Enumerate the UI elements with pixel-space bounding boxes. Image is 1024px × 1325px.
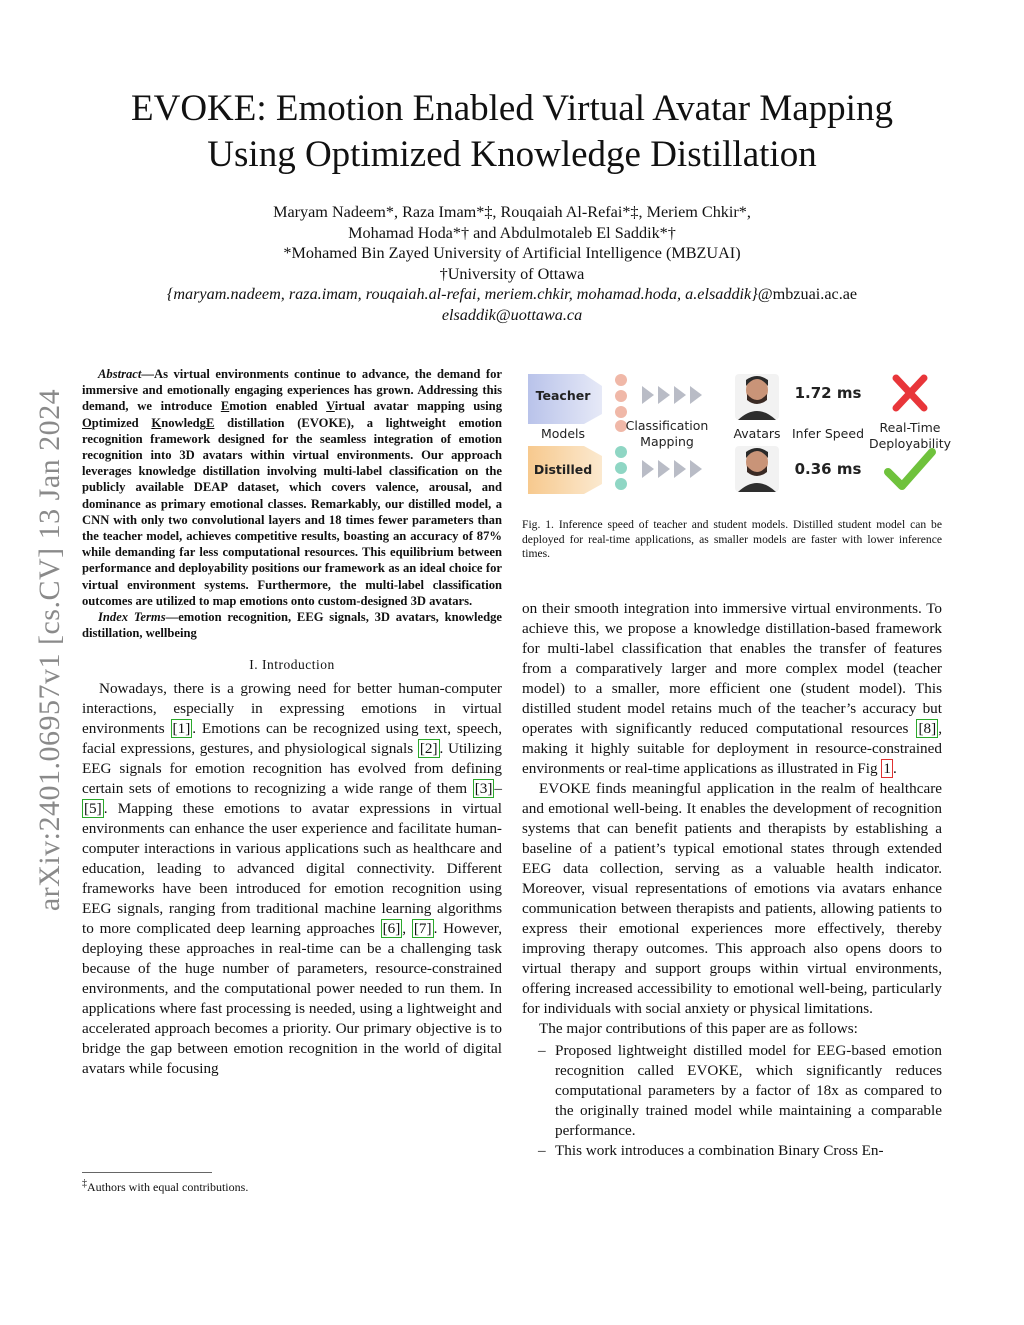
introduction-text: Nowadays, there is a growing need for better human-computer interactions, especially in expressing emotions in virtual environments [1] . Emotions can be recognized using text, speech, facial expressions, gestures, and physiological signals [2] . Utilizing EEG signals for emotion recognition has evolved from defining certain sets of emotions to recognizing a wide range of them [3] –[5] . Mapping these emotions to avatar expressions in virtual environments can enhance the user experience and facilitate human-computer interactions in various applications such as healthcare and education, leading to advanced digital connectivity. Different frameworks have been introduced for emotion recognition using EEG signals, ranging from traditional machine learning algorithms to more complicated deep learning approaches [6] , [7] . However, deploying these approaches in real-time can be a challenging task because of the huge number of parameters, resource-constrained environments, and the computational power needed to run them. In applications where fast processing is needed, using a lightweight and accelerated approach becomes a priority. Our primary objective is to bridge the gap between emotion recognition in the world of digital avatars while focusing [82, 680, 502, 1078]
fig-label-infer-speed: Infer Speed [792, 426, 864, 441]
left-column [82, 366, 502, 1079]
fig-label-avatars: Avatars [733, 426, 781, 441]
abstract-label: Abstract [98, 367, 142, 381]
arrow-icons-bottom [642, 460, 702, 478]
figure-1 [522, 366, 952, 506]
fig-label-teacher: Teacher [535, 388, 591, 403]
avatar-icon-bottom [735, 446, 779, 492]
list-item: – Proposed lightweight distilled model for EEG-based emotion recognition called EVOKE, which significantly reduces computational parameters by a factor of 18x as compared to the originally trained model while maintaining a comparable performance. [522, 1041, 942, 1141]
arrow-icons-top [642, 386, 702, 404]
right-column [522, 599, 942, 1161]
fig-label-deployability: Deployability [868, 436, 952, 451]
title-line-1: EVOKE: Emotion Enabled Virtual Avatar Mapping [131, 88, 893, 129]
contribution-list [522, 1041, 942, 1161]
list-item: – This work introduces a combination Binary Cross En- [522, 1141, 942, 1161]
paragraph: The major contributions of this paper are as follows: [539, 1020, 858, 1037]
fig-label-distilled: Distilled [533, 462, 593, 477]
citation-link[interactable]: [5] [84, 800, 102, 818]
citation-link[interactable]: [6] [382, 920, 401, 938]
citation-link[interactable]: [2] [419, 740, 438, 758]
title-line-2: Using Optimized Knowledge Distillation [207, 134, 817, 175]
avatar-icon-top [735, 374, 779, 420]
fig-teacher-time: 1.72 ms [794, 384, 862, 402]
index-terms: Index Terms—emotion recognition, EEG signals, 3D avatars, knowledge distillation, wellbeing [82, 610, 502, 641]
author-block [120, 202, 904, 325]
abstract: Abstract—As virtual environments continue to advance, the demand for immersive and emotionally engaging experiences has grown. Addressing this demand, we introduce Emotion enabled Virtual avatar mapping using Optimized KnowledgE distillation (EVOKE), a lightweight emotion recognition framework designed for the seamless integration of emotion recognition into 3D avatars within virtual environments. Our approach leverages knowledge distillation involving multi-label classification on the publicly available DEAP dataset, which covers valence, arousal, and dominance as primary emotional classes. Remarkably, our distilled model, a CNN with only two convolutional layers and 18 times fewer parameters than the teacher model, achieves competitive results, boasting an accuracy of 87% while demanding far less computational resources. This equilibrium between performance and deployability positions our framework as an ideal choice for virtual environment systems. Furthermore, the multi-label classification outcomes are utilized to map emotions onto custom-designed 3D avatars. Index Terms—emotion recognition, EEG signals, 3D avatars, knowledge distillation, wellbeing [82, 367, 502, 641]
footnote-rule [82, 1172, 212, 1173]
author-line-2: Mohamad Hoda*† and Abdulmotaleb El Saddik*† [348, 223, 676, 242]
author-email-2: elsaddik@uottawa.ca [441, 305, 583, 324]
fig-label-classification: Classification [625, 418, 709, 433]
citation-link[interactable]: [1] [172, 720, 191, 738]
check-icon [888, 452, 932, 486]
cross-icon [896, 378, 924, 408]
citation-link[interactable]: [7] [413, 920, 432, 938]
footnote: ‡Authors with equal contributions. [82, 1178, 249, 1194]
paragraph: on their smooth integration into immersive virtual environments. To achieve this, we propose a knowledge distillation-based framework for multi-label classification that enables the transfer of features from a comparatively larger and more complex model (teacher model) to a smaller, more efficient one (student model). This distilled student model retains much of the teacher’s accuracy but operates with significantly reduced computational resources [8] , making it highly suitable for deployment in resource-constrained environments or real-time applications as illustrated in Fig 1 . [522, 600, 942, 777]
affiliation-ottawa: †University of Ottawa [439, 264, 585, 283]
section-heading-introduction: I. Introduction [249, 657, 335, 673]
fig-distilled-time: 0.36 ms [794, 460, 862, 478]
author-emails: {maryam.nadeem, raza.imam, rouqaiah.al-refai, meriem.chkir, mohamad.hoda, a.elsaddik}@mbzuai.ac.ae [166, 285, 858, 303]
citation-link[interactable]: [8] [918, 720, 937, 737]
arxiv-side-label: arXiv:2401.06957v1 [cs.CV] 13 Jan 2024 [33, 388, 66, 912]
affiliation-mbzuai: *Mohamed Bin Zayed University of Artificial Intelligence (MBZUAI) [283, 244, 741, 262]
paper-title [60, 86, 964, 178]
citation-link[interactable]: [3] [474, 780, 493, 798]
fig-label-models: Models [540, 426, 586, 441]
figure-reference-link[interactable]: 1 [883, 760, 891, 777]
paragraph: EVOKE finds meaningful application in the realm of healthcare and emotional well-being. It enables the development of recognition systems that can benefit patients and therapists by establishing a baseline of a patient’s typical emotional states through extended EEG data collection, serving as a valuable health indicator. Moreover, visual representations of emotions via avatars enhance communication between therapists and patients, allowing patients to express their emotional experiences more effectively, thereby improving therapy outcomes. This approach also opens doors to virtual therapy and support groups within virtual environments, offering increased accessibility to emotional well-being, particularly for individuals with social anxiety or physical limitations. [522, 780, 942, 1017]
fig-label-mapping: Mapping [640, 434, 694, 449]
figure-1-caption: Fig. 1. Inference speed of teacher and student models. Distilled student model can be deployed for real-time applications, as smaller models are faster with lower inference times. [522, 518, 942, 560]
author-line-1: Maryam Nadeem*, Raza Imam*‡, Rouqaiah Al-Refai*‡, Meriem Chkir*, [273, 203, 751, 221]
fig-label-realtime: Real-Time [879, 420, 941, 435]
distilled-dots [615, 446, 627, 490]
